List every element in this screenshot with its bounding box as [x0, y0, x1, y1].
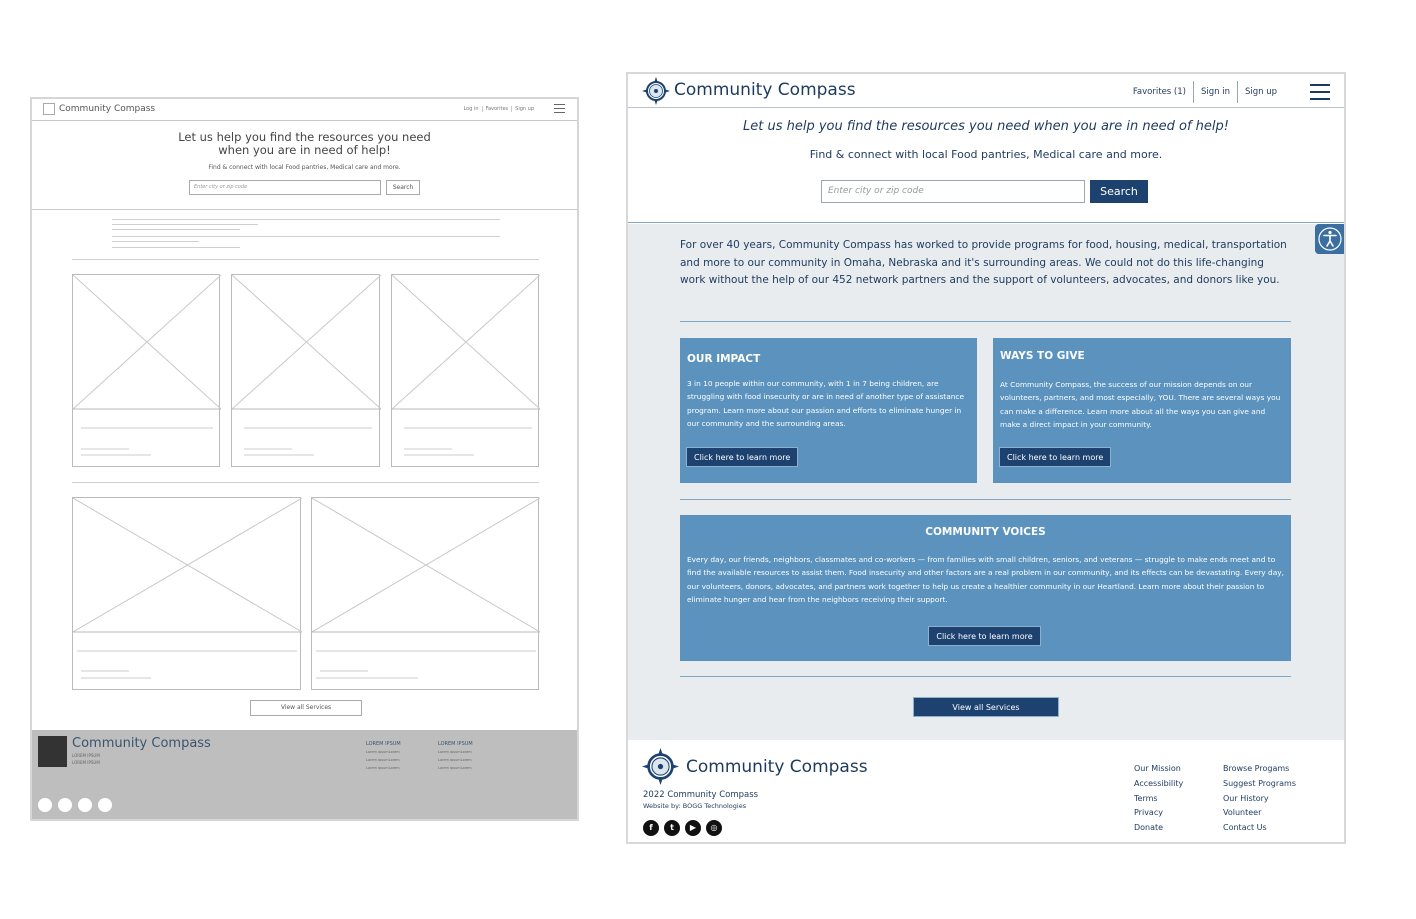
footer-link-terms[interactable]: Terms: [1134, 793, 1158, 803]
wireframe-text-line: [112, 236, 500, 237]
footer-compass-logo-icon[interactable]: [642, 748, 679, 785]
wireframe-hero-title-line2: when you are in need of help!: [218, 143, 391, 157]
wireframe-card: [311, 497, 539, 690]
hero-subtitle: Find & connect with local Food pantries, Medical care and more.: [809, 148, 1163, 161]
wireframe-hero-title: [32, 131, 577, 157]
wireframe-header: [32, 99, 577, 121]
wireframe-brand: Community Compass: [59, 104, 156, 114]
wireframe-footer-col-2: [438, 740, 473, 772]
footer-links-col-1: [1134, 762, 1183, 836]
section-divider: [680, 676, 1291, 677]
wireframe-card: [231, 274, 380, 467]
top-nav: [1126, 81, 1284, 103]
site-footer: [628, 740, 1344, 844]
wireframe-footer-small: LOREM IPSUM: [72, 760, 100, 765]
design-mockup: [626, 72, 1346, 844]
ways-to-give-card: [993, 338, 1291, 483]
footer-link-suggest-programs[interactable]: Suggest Programs: [1223, 778, 1296, 788]
favorites-link[interactable]: Favorites (1): [1132, 87, 1186, 97]
our-impact-title: OUR IMPACT: [687, 353, 761, 365]
social-links: [643, 820, 727, 836]
wireframe-nav-login: Log in: [463, 106, 479, 112]
wireframe-text-line: [112, 229, 240, 230]
wireframe-hero-title-line1: Let us help you find the resources you need: [178, 130, 431, 144]
wireframe-divider: [72, 259, 539, 260]
wireframe-card: [391, 274, 539, 467]
wireframe-footer-brand: Community Compass: [72, 736, 211, 751]
wireframe-footer-col-item: Lorem ipsumLorem: [366, 750, 400, 754]
accessibility-icon[interactable]: [1315, 224, 1344, 254]
community-voices-title: COMMUNITY VOICES: [925, 526, 1046, 538]
community-voices-learn-more-button[interactable]: Click here to learn more: [928, 626, 1041, 646]
section-divider: [680, 499, 1291, 500]
our-impact-body: 3 in 10 people within our community, with 1 in 7 being children, are struggling with food insecurity or are in need of another type of assistance program. Learn more about our passion and efforts to eliminate hunger in our community and the surrounding areas.: [687, 379, 965, 429]
sign-up-link[interactable]: Sign up: [1237, 81, 1284, 103]
wireframe-nav: [460, 106, 537, 112]
wireframe-footer-col-item: Lorem ipsumLorem: [438, 758, 472, 762]
footer-link-browse-programs[interactable]: Browse Progams: [1223, 764, 1290, 773]
footer-links-col-2: [1223, 762, 1296, 836]
footer-website-credit: Website by: BOGG Technologies: [643, 802, 747, 810]
community-voices-card: [680, 515, 1291, 661]
footer-link-accessibility[interactable]: Accessibility: [1134, 778, 1184, 788]
wireframe-mockup: [30, 97, 579, 821]
wireframe-footer: [32, 730, 577, 821]
wireframe-hero: [32, 122, 577, 210]
footer-link-contact-us[interactable]: Contact Us: [1223, 823, 1267, 833]
intro-paragraph: For over 40 years, Community Compass has worked to provide programs for food, housing, medical, transportation and more to our community in Omaha, Nebraska and it's surrounding areas. We could not do this life-changing work without the help of our 452 network partners and the support of volunteers, advocates, and donors like you.: [680, 239, 1287, 286]
wireframe-footer-col-item: Lorem ipsumLorem: [366, 766, 400, 770]
hamburger-menu-icon[interactable]: [1310, 84, 1330, 101]
wireframe-footer-col-1: [366, 740, 401, 772]
wireframe-view-all-button: View all Services: [250, 700, 362, 716]
hero-title: Let us help you find the resources you need when you are in need of help!: [743, 119, 1229, 134]
wireframe-search-input: Enter city or zip code: [189, 180, 381, 195]
compass-logo-icon[interactable]: [642, 77, 670, 105]
wireframe-nav-signup: Sign up: [511, 106, 537, 112]
wireframe-text-line: [112, 224, 258, 225]
wireframe-menu-icon: [554, 104, 565, 114]
twitter-icon[interactable]: t: [664, 820, 680, 836]
view-all-services-button[interactable]: View all Services: [913, 697, 1059, 717]
footer-link-our-history[interactable]: Our History: [1223, 793, 1269, 803]
brand-name[interactable]: Community Compass: [674, 80, 856, 100]
search-input[interactable]: Enter city or zip code: [821, 180, 1085, 203]
wireframe-text-line: [112, 241, 199, 242]
wireframe-social-placeholders: [38, 798, 118, 812]
instagram-icon[interactable]: ◎: [706, 820, 722, 836]
wireframe-search-button: Search: [386, 180, 420, 195]
wireframe-footer-logo: [38, 736, 67, 767]
search-button[interactable]: Search: [1090, 180, 1148, 203]
youtube-icon[interactable]: ▶: [685, 820, 701, 836]
section-divider: [680, 321, 1291, 322]
footer-copyright: 2022 Community Compass: [643, 790, 759, 800]
community-voices-body: Every day, our friends, neighbors, classmates and co-workers — from families with small children, seniors, and veterans — struggle to make ends meet and to find the available resources to assist them. Food insecurity and other factors are a real problem in our community, and its effects can be devastating. Every day, our volunteers, donors, advocates, and partners work together to help us create a healthier community in our Heartland. Learn more about their passion to eliminate hunger and hear from the neighbors receiving their support.: [687, 555, 1284, 605]
ways-to-give-title: WAYS TO GIVE: [1000, 350, 1085, 362]
wireframe-footer-col-item: Lorem ipsumLorem: [438, 750, 472, 754]
wireframe-text-line: [112, 247, 240, 248]
site-header: [628, 74, 1344, 108]
wireframe-divider: [72, 482, 539, 483]
wireframe-card: [72, 497, 301, 690]
wireframe-nav-favorites: Favorites: [482, 106, 512, 112]
wireframe-footer-col-item: Lorem ipsumLorem: [438, 766, 472, 770]
ways-to-give-body: At Community Compass, the success of our mission depends on our volunteers, partners, and most especially, YOU. There are several ways you can make a difference. Learn more about all the ways you can give and make a direct impact in your community.: [1000, 380, 1281, 430]
wireframe-hero-subtitle: Find & connect with local Food pantries, Medical care and more.: [208, 164, 401, 171]
footer-link-donate[interactable]: Donate: [1134, 823, 1164, 833]
our-impact-card: [680, 338, 977, 483]
footer-link-our-mission[interactable]: Our Mission: [1134, 764, 1181, 773]
wireframe-logo-placeholder: [43, 103, 55, 115]
wireframe-text-line: [112, 219, 500, 220]
wireframe-footer-col-item: Lorem ipsumLorem: [366, 758, 400, 762]
wireframe-card: [72, 274, 220, 467]
wireframe-footer-col-head: LOREM IPSUM: [438, 741, 473, 747]
ways-to-give-learn-more-button[interactable]: Click here to learn more: [999, 447, 1111, 467]
sign-in-link[interactable]: Sign in: [1193, 81, 1237, 103]
our-impact-learn-more-button[interactable]: Click here to learn more: [686, 447, 798, 467]
footer-link-volunteer[interactable]: Volunteer: [1223, 808, 1262, 818]
footer-link-privacy[interactable]: Privacy: [1134, 808, 1163, 818]
facebook-icon[interactable]: f: [643, 820, 659, 836]
footer-brand-name[interactable]: Community Compass: [686, 757, 868, 777]
wireframe-footer-col-head: LOREM IPSUM: [366, 741, 401, 747]
wireframe-footer-small: LOREM IPSUM: [72, 753, 100, 758]
hero-section: [628, 109, 1344, 223]
main-content: [628, 224, 1344, 740]
